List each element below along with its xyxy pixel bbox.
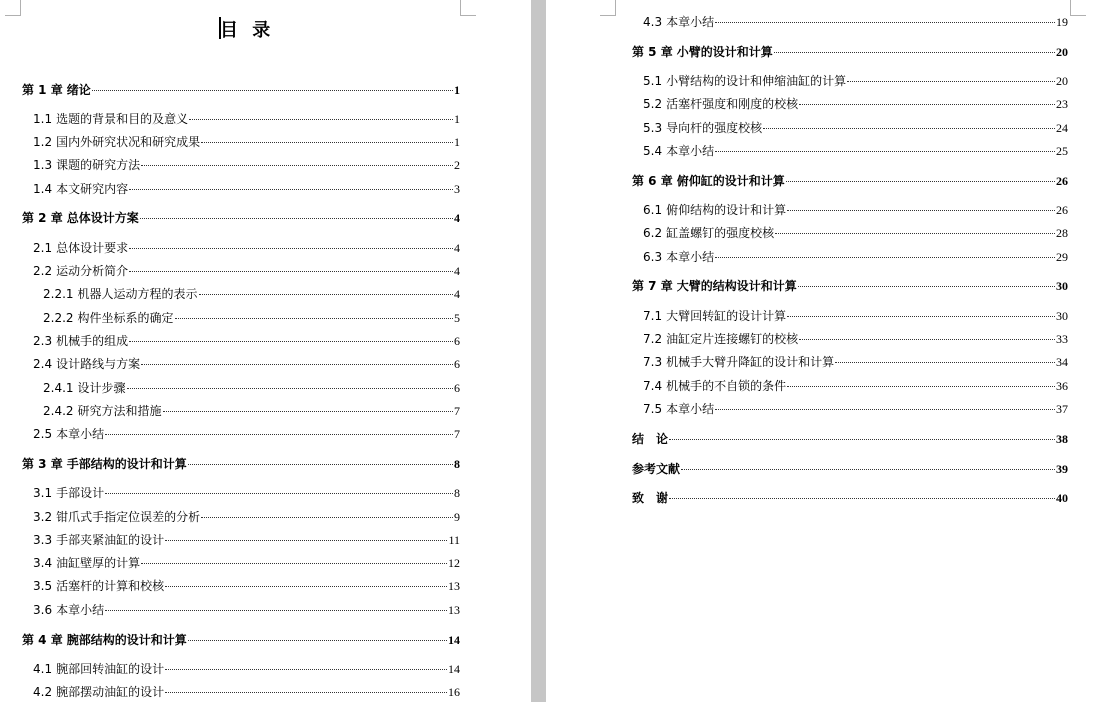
toc-entry-number: 1.1 xyxy=(33,111,53,126)
toc-section-entry[interactable] xyxy=(22,307,460,330)
toc-dot-leader xyxy=(140,218,453,219)
toc-section-entry[interactable] xyxy=(632,305,1068,328)
toc-entry-text: 结 论 xyxy=(632,431,669,446)
toc-page-number: 7 xyxy=(454,427,460,442)
toc-dot-leader xyxy=(105,610,447,611)
toc-entry-number: 5.1 xyxy=(643,74,663,89)
toc-page-number: 13 xyxy=(448,602,460,617)
toc-entry-number: 6.2 xyxy=(643,226,663,241)
toc-page-number: 4 xyxy=(454,240,460,255)
toc-entry-number: 2.4.2 xyxy=(43,403,74,418)
toc-page-number: 2 xyxy=(454,158,460,173)
toc-entry-text: 国内外研究状况和研究成果 xyxy=(56,135,201,150)
toc-entry-number: 1.2 xyxy=(33,135,53,150)
toc-entry-text: 机械手的不自锁的条件 xyxy=(666,378,787,393)
toc-section-entry[interactable] xyxy=(632,328,1068,351)
toc-section-entry[interactable] xyxy=(22,377,460,400)
toc-entry-text: 手部夹紧油缸的设计 xyxy=(56,532,165,547)
toc-entry-text: 机器人运动方程的表示 xyxy=(77,287,198,302)
toc-entry-number: 第 5 章 xyxy=(632,44,673,59)
toc-dot-leader xyxy=(835,362,1055,363)
toc-entry-number: 2.4 xyxy=(33,357,53,372)
toc-dot-leader xyxy=(141,165,453,166)
toc-entry-text: 构件坐标系的确定 xyxy=(77,310,174,325)
toc-entry-label xyxy=(33,482,104,505)
toc-entry-label xyxy=(33,681,164,702)
toc-dot-leader xyxy=(127,388,453,389)
toc-dot-leader xyxy=(141,563,447,564)
toc-dot-leader xyxy=(847,81,1055,82)
toc-section-entry[interactable] xyxy=(632,351,1068,374)
toc-entry-number: 2.5 xyxy=(33,427,53,442)
toc-page-number: 14 xyxy=(448,661,460,676)
toc-page-number: 20 xyxy=(1056,44,1068,59)
toc-chapter-entry[interactable] xyxy=(632,487,1068,510)
toc-dot-leader xyxy=(787,386,1055,387)
toc-entry-text: 选题的背景和目的及意义 xyxy=(56,111,189,126)
toc-dot-leader xyxy=(715,257,1055,258)
toc-page-number: 8 xyxy=(454,456,460,471)
toc-entry-label xyxy=(22,629,187,652)
toc-page-number: 6 xyxy=(454,333,460,348)
toc-section-entry[interactable] xyxy=(22,681,460,702)
toc-page-number: 1 xyxy=(454,135,460,150)
toc-entry-label xyxy=(43,400,162,423)
toc-entry-number: 5.4 xyxy=(643,143,663,158)
toc-dot-leader xyxy=(129,189,453,190)
toc-page-number: 28 xyxy=(1056,226,1068,241)
toc-page-number: 38 xyxy=(1056,431,1068,446)
toc-entry-label xyxy=(632,275,797,298)
toc-dot-leader xyxy=(775,233,1055,234)
toc-entry-text: 本章小结 xyxy=(666,143,715,158)
toc-entry-number: 2.3 xyxy=(33,333,53,348)
toc-page-number: 14 xyxy=(448,632,460,647)
toc-entry-number: 第 6 章 xyxy=(632,173,673,188)
toc-entry-number: 2.4.1 xyxy=(43,380,74,395)
toc-dot-leader xyxy=(799,104,1055,105)
toc-dot-leader xyxy=(141,364,453,365)
toc-page-number: 24 xyxy=(1056,120,1068,135)
toc-entry-text: 活塞杆的计算和校核 xyxy=(56,579,165,594)
toc-page-number: 37 xyxy=(1056,401,1068,416)
toc-section-entry[interactable] xyxy=(22,599,460,622)
toc-page-number: 3 xyxy=(454,181,460,196)
toc-entry-label xyxy=(643,398,714,421)
toc-entry-text: 钳爪式手指定位误差的分析 xyxy=(56,509,201,524)
toc-entry-number: 2.2.1 xyxy=(43,287,74,302)
toc-entry-number: 6.1 xyxy=(643,203,663,218)
toc-dot-leader xyxy=(188,640,447,641)
toc-entry-text: 致 谢 xyxy=(632,491,669,506)
toc-entry-number: 3.5 xyxy=(33,579,53,594)
toc-entry-label xyxy=(33,599,104,622)
toc-entry-text: 绪论 xyxy=(66,82,91,97)
toc-entry-text: 腕部结构的设计和计算 xyxy=(66,632,187,647)
toc-entry-label xyxy=(632,170,785,193)
toc-dot-leader xyxy=(669,498,1055,499)
toc-entry-text: 本文研究内容 xyxy=(56,181,129,196)
toc-page-number: 23 xyxy=(1056,97,1068,112)
toc-chapter-entry[interactable] xyxy=(632,458,1068,481)
toc-dot-leader xyxy=(774,52,1055,53)
toc-entry-number: 第 4 章 xyxy=(22,632,63,647)
toc-entry-number: 第 2 章 xyxy=(22,211,63,226)
toc-page-number: 25 xyxy=(1056,143,1068,158)
toc-section-entry[interactable] xyxy=(22,482,460,505)
toc-entry-number: 4.3 xyxy=(643,15,663,29)
toc-entry-label xyxy=(43,283,198,306)
toc-entry-text: 俯仰缸的设计和计算 xyxy=(676,173,785,188)
toc-dot-leader xyxy=(786,181,1055,182)
margin-corner-mark xyxy=(600,0,616,16)
toc-entry-text: 油缸壁厚的计算 xyxy=(56,556,141,571)
toc-entry-text: 大臂的结构设计和计算 xyxy=(676,279,797,294)
toc-page-number: 4 xyxy=(454,264,460,279)
toc-dot-leader xyxy=(175,318,453,319)
toc-entry-number: 2.1 xyxy=(33,240,53,255)
toc-entry-text: 腕部回转油缸的设计 xyxy=(56,661,165,676)
toc-entry-label xyxy=(22,207,139,230)
toc-entry-text: 课题的研究方法 xyxy=(56,158,141,173)
toc-entry-number: 4.1 xyxy=(33,661,53,676)
toc-entry-label xyxy=(643,305,786,328)
toc-entry-text: 本章小结 xyxy=(666,401,715,416)
margin-corner-mark xyxy=(5,0,21,16)
toc-section-entry[interactable] xyxy=(22,529,460,552)
toc-entry-label xyxy=(33,178,128,201)
toc-entry-text: 机械手的组成 xyxy=(56,333,129,348)
toc-entry-text: 小臂结构的设计和伸缩油缸的计算 xyxy=(666,74,847,89)
toc-section-entry[interactable] xyxy=(632,140,1068,163)
toc-page-number: 4 xyxy=(454,287,460,302)
toc-section-entry[interactable] xyxy=(22,283,460,306)
toc-entry-number: 7.2 xyxy=(643,332,663,347)
toc-entry-label xyxy=(33,658,164,681)
toc-page-number: 6 xyxy=(454,380,460,395)
toc-chapter-entry[interactable] xyxy=(22,79,460,102)
toc-entry-label xyxy=(33,154,140,177)
toc-entry-label xyxy=(33,330,128,353)
toc-chapter-entry[interactable] xyxy=(22,453,460,476)
toc-entry-label xyxy=(643,351,834,374)
toc-dot-leader xyxy=(715,151,1055,152)
toc-entry-label xyxy=(33,131,200,154)
toc-section-entry[interactable] xyxy=(22,108,460,131)
toc-page-number: 30 xyxy=(1056,279,1068,294)
toc-entry-text: 设计步骤 xyxy=(77,380,126,395)
toc-chapter-entry[interactable] xyxy=(22,207,460,230)
toc-dot-leader xyxy=(165,669,447,670)
toc-section-entry[interactable] xyxy=(22,260,460,283)
toc-dot-leader xyxy=(199,294,453,295)
toc-entry-text: 设计路线与方案 xyxy=(56,357,141,372)
toc-dot-leader xyxy=(188,464,453,465)
toc-section-entry[interactable] xyxy=(632,11,1068,34)
toc-dot-leader xyxy=(105,434,453,435)
toc-entry-label xyxy=(22,79,91,102)
toc-page-number: 34 xyxy=(1056,355,1068,370)
toc-entry-label xyxy=(643,140,714,163)
toc-entry-text: 本章小结 xyxy=(56,427,105,442)
toc-page-number: 16 xyxy=(448,685,460,700)
toc-chapter-entry[interactable] xyxy=(632,428,1068,451)
toc-section-entry[interactable] xyxy=(22,353,460,376)
toc-entry-text: 俯仰结构的设计和计算 xyxy=(666,203,787,218)
toc-dot-leader xyxy=(201,142,453,143)
toc-page-number: 12 xyxy=(448,556,460,571)
toc-page-number: 20 xyxy=(1056,74,1068,89)
toc-entry-number: 3.2 xyxy=(33,509,53,524)
toc-section-entry[interactable] xyxy=(22,506,460,529)
toc-chapter-entry[interactable] xyxy=(632,275,1068,298)
toc-dot-leader xyxy=(201,517,453,518)
toc-section-entry[interactable] xyxy=(632,117,1068,140)
toc-section-entry[interactable] xyxy=(632,222,1068,245)
toc-entry-text: 参考文献 xyxy=(632,461,681,476)
toc-section-entry[interactable] xyxy=(22,330,460,353)
toc-entry-number: 5.3 xyxy=(643,120,663,135)
toc-section-entry[interactable] xyxy=(632,375,1068,398)
toc-entry-label xyxy=(643,11,714,34)
toc-entry-label xyxy=(43,307,174,330)
toc-dot-leader xyxy=(189,119,453,120)
toc-chapter-entry[interactable] xyxy=(632,41,1068,64)
toc-page-number: 26 xyxy=(1056,173,1068,188)
toc-dot-leader xyxy=(715,409,1055,410)
toc-entry-number: 3.1 xyxy=(33,486,53,501)
toc-entry-text: 总体设计要求 xyxy=(56,240,129,255)
toc-dot-leader xyxy=(129,248,453,249)
toc-page-number: 6 xyxy=(454,357,460,372)
toc-entry-number: 3.3 xyxy=(33,532,53,547)
toc-page-number: 40 xyxy=(1056,491,1068,506)
toc-entry-text: 小臂的设计和计算 xyxy=(676,44,773,59)
toc-entry-text: 缸盖螺钉的强度校核 xyxy=(666,226,775,241)
toc-entry-label xyxy=(632,487,668,510)
toc-page-number: 36 xyxy=(1056,378,1068,393)
toc-dot-leader xyxy=(129,271,453,272)
toc-entry-number: 1.3 xyxy=(33,158,53,173)
toc-entry-text: 运动分析简介 xyxy=(56,264,129,279)
toc-title: 目 录 xyxy=(220,20,275,41)
toc-entry-label xyxy=(643,93,798,116)
toc-section-entry[interactable] xyxy=(632,70,1068,93)
toc-entry-text: 本章小结 xyxy=(666,249,715,264)
toc-entry-number: 第 3 章 xyxy=(22,456,63,471)
toc-section-entry[interactable] xyxy=(22,237,460,260)
toc-entry-label xyxy=(33,552,140,575)
toc-entry-number: 3.4 xyxy=(33,556,53,571)
toc-entry-number: 2.2.2 xyxy=(43,310,74,325)
toc-entry-text: 机械手大臂升降缸的设计和计算 xyxy=(666,355,835,370)
toc-page-number: 5 xyxy=(454,310,460,325)
toc-section-entry[interactable] xyxy=(632,199,1068,222)
toc-chapter-entry[interactable] xyxy=(22,629,460,652)
toc-entry-label xyxy=(632,428,668,451)
toc-page-number: 1 xyxy=(454,82,460,97)
toc-entry-text: 研究方法和措施 xyxy=(77,403,162,418)
margin-corner-mark xyxy=(460,0,476,16)
page-gap xyxy=(531,0,546,702)
toc-entry-text: 手部设计 xyxy=(56,486,105,501)
toc-entry-label xyxy=(33,353,140,376)
toc-section-entry[interactable] xyxy=(22,400,460,423)
toc-page-number: 39 xyxy=(1056,461,1068,476)
toc-entry-label xyxy=(643,199,786,222)
toc-entry-label xyxy=(33,575,164,598)
toc-entry-text: 手部结构的设计和计算 xyxy=(66,456,187,471)
toc-entry-text: 大臂回转缸的设计计算 xyxy=(666,308,787,323)
toc-entry-number: 4.2 xyxy=(33,685,53,700)
toc-dot-leader xyxy=(165,586,447,587)
toc-entry-number: 7.5 xyxy=(643,401,663,416)
toc-page-number: 13 xyxy=(448,579,460,594)
toc-entry-number: 1.4 xyxy=(33,181,53,196)
toc-page-number: 8 xyxy=(454,486,460,501)
toc-entry-number: 2.2 xyxy=(33,264,53,279)
toc-entry-text: 本章小结 xyxy=(56,602,105,617)
toc-section-entry[interactable] xyxy=(22,552,460,575)
toc-section-entry[interactable] xyxy=(22,178,460,201)
toc-dot-leader xyxy=(92,90,453,91)
toc-entry-label xyxy=(33,506,200,529)
toc-dot-leader xyxy=(798,286,1055,287)
toc-dot-leader xyxy=(763,128,1055,129)
toc-list-right xyxy=(632,11,1068,517)
toc-entry-label xyxy=(643,375,786,398)
toc-entry-label xyxy=(643,70,846,93)
toc-page-number: 9 xyxy=(454,509,460,524)
toc-dot-leader xyxy=(681,469,1055,470)
toc-entry-number: 7.3 xyxy=(643,355,663,370)
toc-page-number: 4 xyxy=(454,211,460,226)
toc-dot-leader xyxy=(163,411,453,412)
toc-entry-label xyxy=(33,237,128,260)
toc-page-number: 30 xyxy=(1056,308,1068,323)
toc-list-left xyxy=(22,72,460,702)
toc-entry-number: 6.3 xyxy=(643,249,663,264)
toc-entry-label xyxy=(22,453,187,476)
toc-entry-number: 第 1 章 xyxy=(22,82,63,97)
toc-dot-leader xyxy=(799,339,1055,340)
toc-entry-text: 活塞杆强度和刚度的校核 xyxy=(666,97,799,112)
toc-section-entry[interactable] xyxy=(632,398,1068,421)
toc-entry-text: 本章小结 xyxy=(666,15,715,29)
toc-dot-leader xyxy=(787,210,1055,211)
toc-dot-leader xyxy=(715,22,1055,23)
toc-page-number: 26 xyxy=(1056,203,1068,218)
toc-section-entry[interactable] xyxy=(22,154,460,177)
toc-chapter-entry[interactable] xyxy=(632,170,1068,193)
toc-entry-label xyxy=(643,222,774,245)
toc-page-number: 33 xyxy=(1056,332,1068,347)
toc-section-entry[interactable] xyxy=(632,246,1068,269)
toc-entry-label xyxy=(632,458,680,481)
toc-entry-label xyxy=(643,328,798,351)
toc-page-number: 1 xyxy=(454,111,460,126)
toc-dot-leader xyxy=(165,540,447,541)
toc-entry-number: 5.2 xyxy=(643,97,663,112)
toc-entry-number: 7.1 xyxy=(643,308,663,323)
document-page-right xyxy=(546,0,1111,702)
toc-entry-label xyxy=(33,423,104,446)
toc-page-number: 19 xyxy=(1056,15,1068,29)
toc-section-entry[interactable] xyxy=(22,575,460,598)
toc-section-entry[interactable] xyxy=(22,658,460,681)
toc-entry-number: 7.4 xyxy=(643,378,663,393)
toc-entry-text: 总体设计方案 xyxy=(66,211,139,226)
margin-corner-mark xyxy=(1070,0,1086,16)
toc-dot-leader xyxy=(105,493,453,494)
toc-dot-leader xyxy=(165,692,447,693)
toc-dot-leader xyxy=(129,341,453,342)
toc-entry-label xyxy=(33,108,188,131)
toc-entry-text: 油缸定片连接螺钉的校核 xyxy=(666,332,799,347)
toc-dot-leader xyxy=(669,439,1055,440)
toc-entry-label xyxy=(632,41,773,64)
toc-page-number: 7 xyxy=(454,403,460,418)
toc-section-entry[interactable] xyxy=(632,93,1068,116)
toc-entry-label xyxy=(643,246,714,269)
toc-entry-label xyxy=(33,260,128,283)
toc-entry-text: 腕部摆动油缸的设计 xyxy=(56,685,165,700)
toc-section-entry[interactable] xyxy=(22,131,460,154)
toc-section-entry[interactable] xyxy=(22,423,460,446)
toc-page-number: 11 xyxy=(448,532,460,547)
toc-page-number: 29 xyxy=(1056,249,1068,264)
toc-entry-number: 3.6 xyxy=(33,602,53,617)
toc-entry-label xyxy=(643,117,762,140)
toc-entry-label xyxy=(33,529,164,552)
document-page-left xyxy=(0,0,531,702)
toc-entry-number: 第 7 章 xyxy=(632,279,673,294)
toc-entry-label xyxy=(43,377,126,400)
toc-dot-leader xyxy=(787,316,1055,317)
toc-entry-text: 导向杆的强度校核 xyxy=(666,120,763,135)
